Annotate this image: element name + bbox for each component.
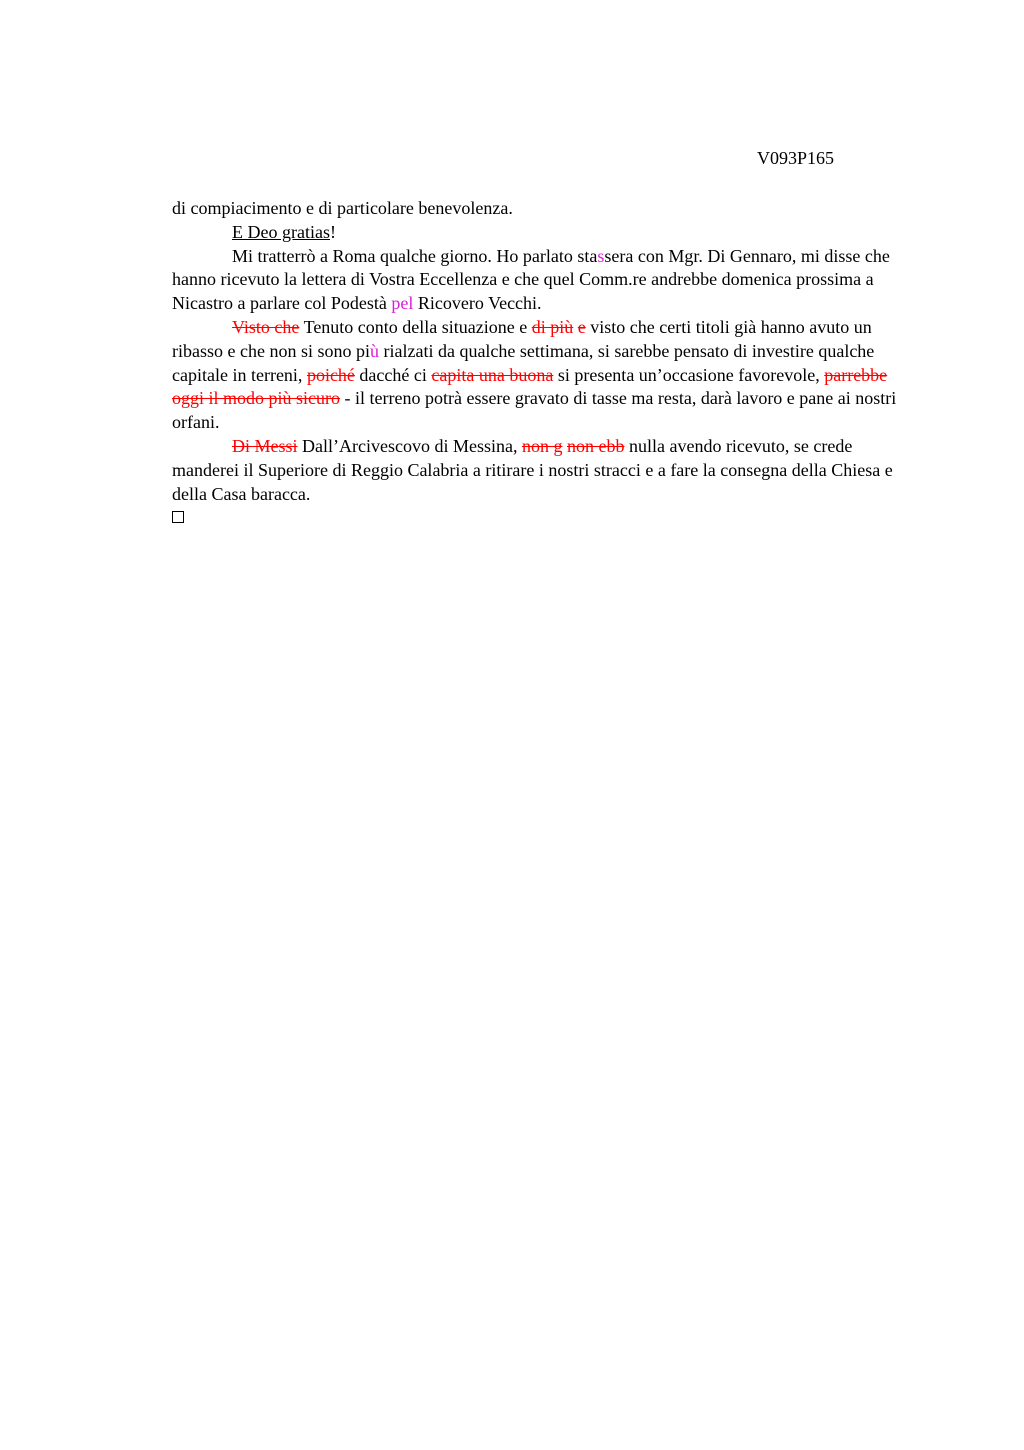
deleted-text: parrebbe oggi il modo più sicuro [172,364,888,409]
inserted-text: pel [391,293,414,314]
deleted-text: Di Messi [232,435,298,456]
text-segment: ! [329,221,336,242]
inserted-text: ù [369,340,379,361]
underlined-phrase: E Deo gratias [232,221,330,242]
paragraph-2 [172,221,922,245]
text-segment: Dall’Arcivescovo di Messina, [297,435,522,456]
inserted-text: s [597,245,605,266]
deleted-text: e [577,316,586,337]
deleted-text: di più [531,316,574,337]
deleted-text: poiché [306,364,355,385]
paragraph-1: di compiacimento e di particolare benevolenza. [172,198,513,218]
deleted-text: non g [521,435,563,456]
text-segment: rialzati da qualche settimana, si sarebbe pensato di investire qualche capitale in terreni, [172,340,875,385]
text-segment: sera con Mgr. Di Gennaro, mi disse che hanno ricevuto la lettera di Vostra Eccellenza e che quel Comm.re andrebbe domenica prossima a Nicastro a parlare col Podestà [172,245,890,314]
deleted-text: non ebb [566,435,625,456]
letter-body [172,197,922,523]
text-segment: - il terreno potrà essere gravato di tasse ma resta, darà lavoro e pane ai nostri orfani. [172,388,897,433]
text-segment: visto che certi titoli già hanno avuto un ribasso e che non si sono pi [172,316,872,361]
text-segment: Tenuto conto della situazione e [299,316,532,337]
page-id: V093P165 [757,148,835,168]
text-segment: dacché ci [354,364,432,385]
text-segment: nulla avendo ricevuto, se crede manderei il Superiore di Reggio Calabria a ritirare i nostri stracci e a fare la consegna della Chiesa e della Casa baracca. [172,435,893,504]
text-segment: si presenta un’occasione favorevole, [553,364,825,385]
text-segment: Ricovero Vecchi. [413,293,542,314]
paragraph-5 [172,435,922,506]
end-marker-box [172,511,184,523]
paragraph-3 [172,245,922,316]
deleted-text: capita una buona [431,364,554,385]
paragraph-4 [172,316,922,435]
deleted-text: Visto che [232,316,300,337]
text-segment: Mi tratterrò a Roma qualche giorno. Ho parlato sta [232,245,598,266]
